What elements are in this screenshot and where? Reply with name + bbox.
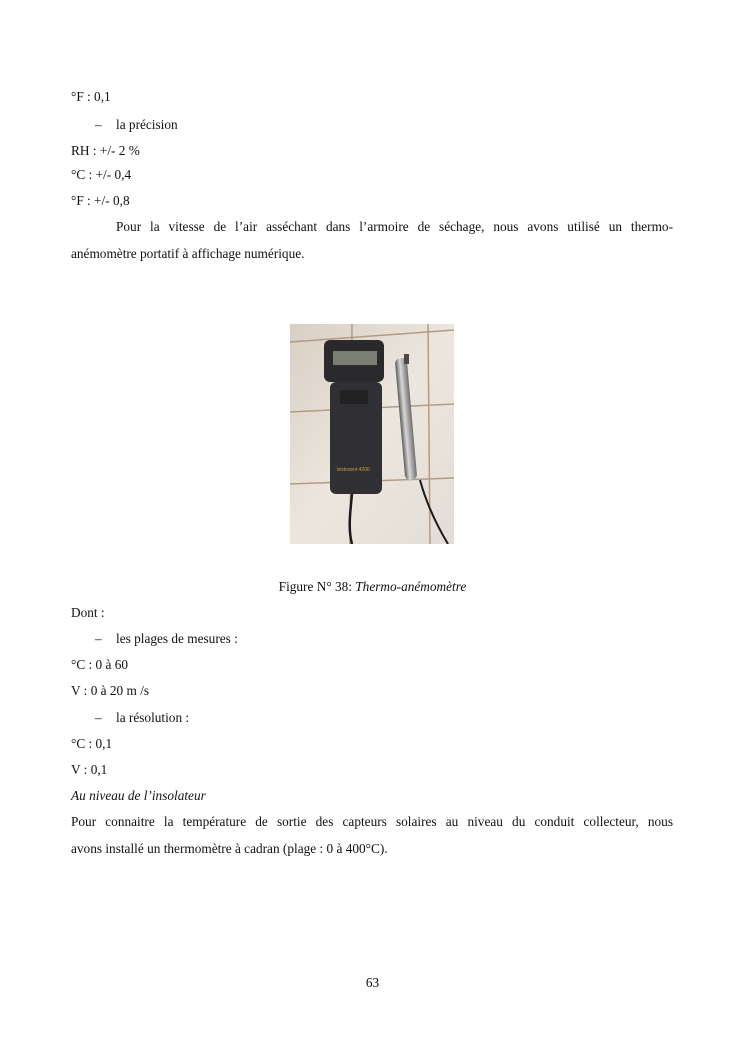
bullet-dash: – — [95, 117, 102, 132]
figure-caption-prefix: Figure N° 38: — [278, 579, 356, 594]
figure-caption-title: Thermo-anémomètre — [355, 579, 467, 594]
paragraph-1-line-1: Pour la vitesse de l’air asséchant dans l’armoire de séchage, nous avons utilisé un thermo- — [116, 219, 673, 234]
paragraph-2-line-2: avons installé un thermomètre à cadran (plage : 0 à 400°C). — [71, 841, 388, 856]
bullet-dash: – — [95, 631, 102, 646]
paragraph-1-line-2: anémomètre portatif à affichage numérique. — [71, 246, 305, 261]
thermo-anemometer-photo — [290, 324, 454, 544]
ranges-bullet-label: les plages de mesures : — [116, 631, 238, 646]
v-range-line: V : 0 à 20 m /s — [71, 683, 150, 698]
c-precision-line: °C : +/- 0,4 — [71, 167, 132, 182]
paragraph-2-line-1: Pour connaitre la température de sortie des capteurs solaires au niveau du conduit collecteur, nous — [71, 814, 673, 829]
c-resolution-line: °C : 0,1 — [71, 736, 113, 751]
precision-bullet-item — [95, 117, 178, 133]
dont-line: Dont : — [71, 605, 105, 620]
f-resolution-line: °F : 0,1 — [71, 89, 111, 104]
f-precision-line: °F : +/- 0,8 — [71, 193, 130, 208]
bullet-dash: – — [95, 710, 102, 725]
rh-precision-line: RH : +/- 2 % — [71, 143, 140, 158]
ranges-bullet-item — [95, 631, 238, 647]
resolution-bullet-item — [95, 710, 189, 726]
figure-caption — [0, 579, 745, 595]
resolution-bullet-label: la résolution : — [116, 710, 190, 725]
device-brand-label: testovent 4200 — [337, 467, 370, 473]
v-resolution-line: V : 0,1 — [71, 762, 108, 777]
section-subheading: Au niveau de l’insolateur — [71, 788, 206, 803]
page-number: 63 — [365, 975, 380, 990]
c-range-line: °C : 0 à 60 — [71, 657, 129, 672]
precision-bullet-label: la précision — [116, 117, 178, 132]
